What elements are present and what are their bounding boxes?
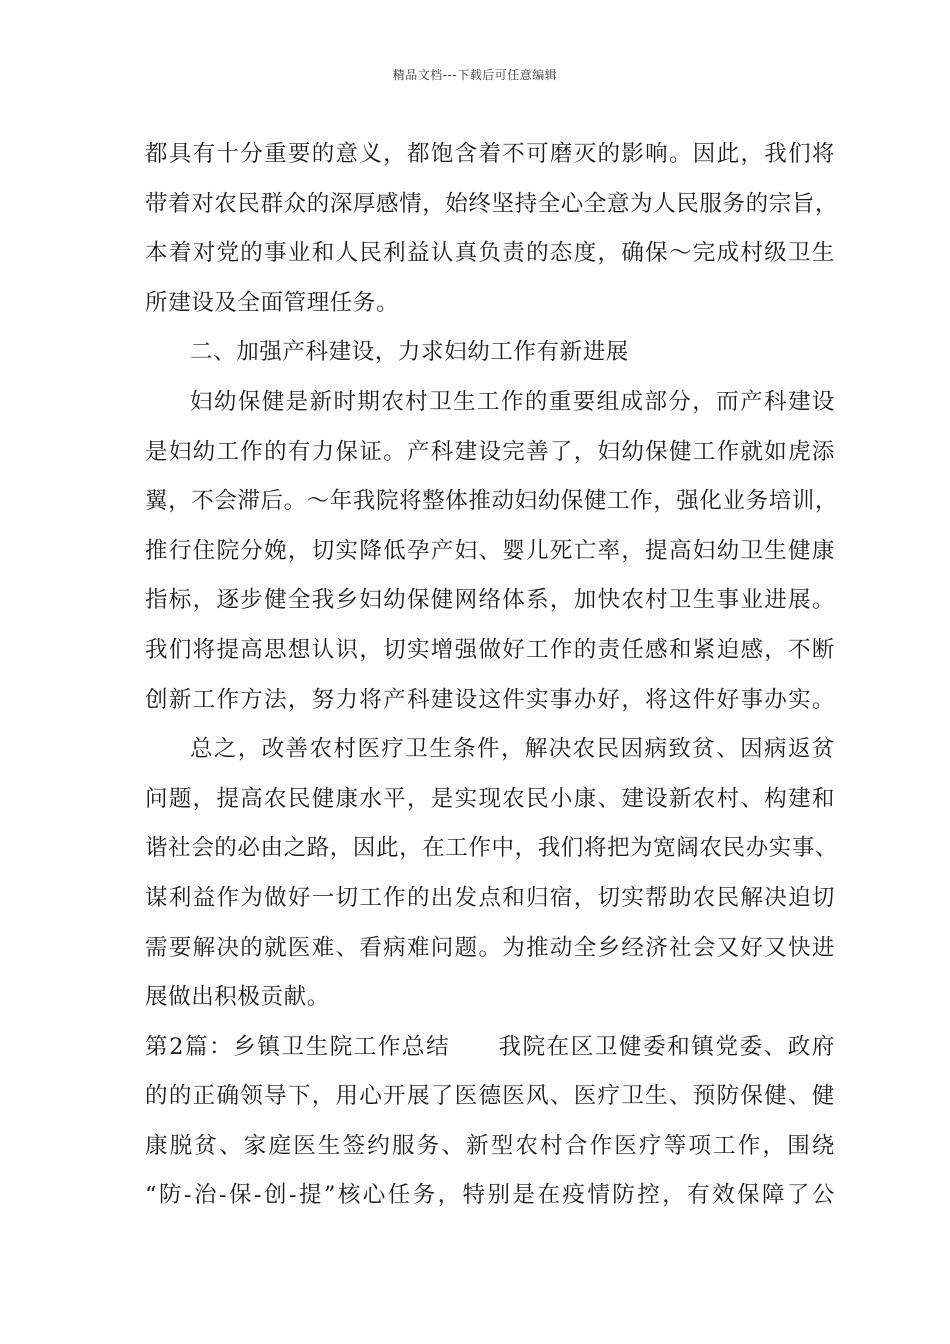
text-line: 指标，逐步健全我乡妇幼保健网络体系，加快农村卫生事业进展。 (145, 587, 835, 614)
text-line: 总之，改善农村医疗卫生条件，解决农民因病致贫、因病返贫 (190, 736, 835, 763)
text-line: 需要解决的就医难、看病难问题。为推动全乡经济社会又好又快进 (145, 934, 835, 961)
text-line: 的的正确领导下，用心开展了医德医风、医疗卫生、预防保健、健 (145, 1083, 835, 1110)
text-line: 推行住院分娩，切实降低孕产妇、婴儿死亡率，提高妇幼卫生健康 (145, 537, 835, 564)
text-line: 谋利益作为做好一切工作的出发点和归宿，切实帮助农民解决迫切 (145, 884, 835, 911)
text-line: 展做出积极贡献。 (145, 984, 330, 1011)
text-line: 谐社会的必由之路，因此，在工作中，我们将把为宽阔农民办实事、 (145, 835, 839, 862)
text-line: 都具有十分重要的意义，都饱含着不可磨灭的影响。因此，我们将 (145, 141, 835, 167)
page-header: 精品文档---下载后可任意编辑 (392, 68, 558, 82)
text-line: 二、加强产科建设，力求妇幼工作有新进展 (190, 339, 629, 366)
document-body (145, 130, 839, 1221)
text-line: 我们将提高思想认识，切实增强做好工作的责任感和紧迫感，不断 (145, 636, 835, 663)
text-line: 妇幼保健是新时期农村卫生工作的重要组成部分，而产科建设 (190, 388, 835, 415)
text-line: 本着对党的事业和人民利益认真负责的态度，确保～完成村级卫生 (145, 240, 835, 267)
text-line: 康脱贫、家庭医生签约服务、新型农村合作医疗等项工作，围绕 (145, 1132, 835, 1159)
text-line: 翼，不会滞后。～年我院将整体推动妇幼保健工作，强化业务培训， (145, 488, 839, 515)
text-line: “防-治-保-创-提”核心任务，特别是在疫情防控，有效保障了公 (145, 1182, 835, 1209)
text-line: 是妇幼工作的有力保证。产科建设完善了，妇幼保健工作就如虎添 (145, 438, 835, 465)
text-line: 所建设及全面管理任务。 (145, 289, 400, 316)
text-line: 问题，提高农民健康水平，是实现农民小康、建设新农村、构建和 (145, 785, 835, 812)
text-line: 第2篇：乡镇卫生院工作总结 我院在区卫健委和镇党委、政府 (145, 1033, 835, 1060)
text-line: 创新工作方法，努力将产科建设这件实事办好，将这件好事办实。 (145, 686, 835, 713)
text-line: 带着对农民群众的深厚感情，始终坚持全心全意为人民服务的宗旨， (145, 190, 839, 217)
